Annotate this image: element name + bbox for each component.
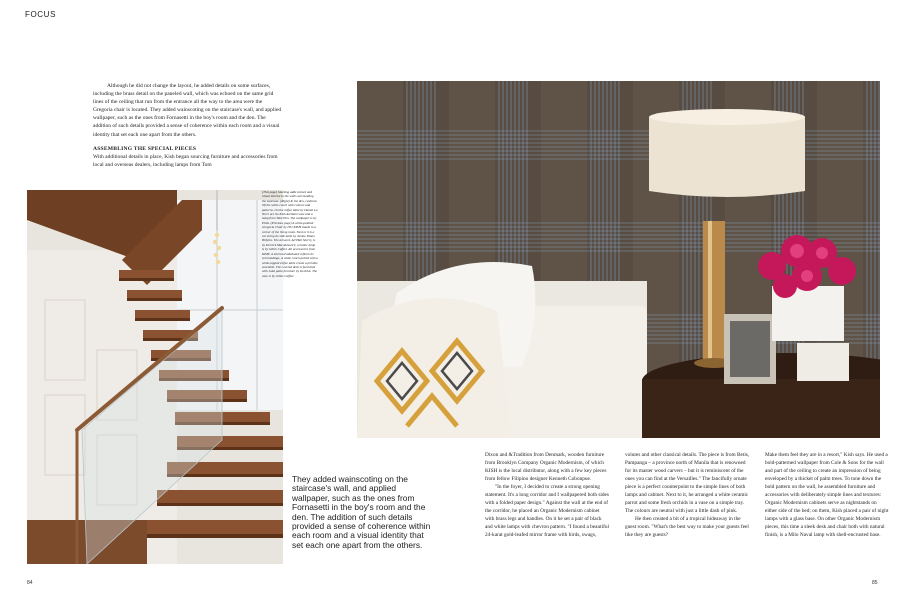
body-paragraph: Make them feel they are in a resort," Kish says. He used a bold-patterned wallpaper from Cole & Sons for the wall and part of the ceiling to create an impression of being enveloped by a thicket of palm trees. To tone down the bold pattern on the wall, he assembled furniture and accessories with deliberately simple lines and textures: Organic Modernism cabinets serve as nightstands on either side of the bed; on them, Kish placed a pair of night lamps with a glass base. On other Organic Modernism pieces, this time a sleek desk and chair both with natural finish, is a Milo Naval lamp with shell-encrusted base.	[765, 452, 889, 539]
page-number-left: 84	[27, 580, 33, 586]
body-paragraph: "In the foyer, I decided to create a strong opening statement. It's a long corridor and I wallpapered both sides with a folded paper design." Against the wall at the end of the corridor, he placed an Organic Modernism cabinet with brass legs and handles. On it he set a pair of black and white lamps with chevron pattern. "I found a beautiful 24-karat gold-leafed mirror frame with birds, swags,	[485, 484, 609, 539]
body-column-3	[765, 451, 890, 540]
body-column-1	[485, 451, 610, 540]
page-number-right: 85	[872, 580, 878, 586]
intro-paragraph-2: With additional details in place, Kish began sourcing furniture and accessories from local and overseas dealers, including lamps from Tom	[93, 153, 278, 168]
body-paragraph: volutes and other classical details. The piece is from Betis, Pampanga – a province north of Manila that is renowned for its master wood carvers – but it is reminiscent of the ones you can find at the Versailles." The fancifully ornate piece is a perfect counterpoint to the simple lines of both lamps and cabinet. Next to it, he arranged a white ceramic parrot and some fresh orchids in a vase on a simple tray. The colours are neutral with just a little dash of pink.	[625, 452, 750, 515]
body-paragraph: He then created a bit of a tropical hideaway in the guest room. "What's the best way to make your guests feel like they are guests?	[625, 516, 749, 539]
photo-caption: (This page) Stacking adds texture and visual interest to the walls surrounding the staircase. (Right) In the den, cushions lift the white couch with colours and patterns. On the coffee table by Daniel La Torre are Xo Kish Arellano vase and a lamp from West Elm. The wallpaper is by Elitis. (Previous page) A white-painted Gregoria Chair by ITO KISH stands in a corner of the living room. Next to it is a cut string tie side table by Janine Diano Hofstra. The artwork, All Hail Sherry, is by Derrick Macutkiewicz; ceramic lamp is by Gilles Caffier. All accessories from KISH. A mirrored sideboard reflects its surroundings. A white couch paired with a white-topped coffee table create a pristine ensemble. The covered deck is furnished with Julia patio furniture by Ito Kish. The vase is by Gilles Caffier.	[262, 190, 318, 278]
intro-text	[93, 82, 283, 169]
section-label: FOCUS	[25, 10, 56, 19]
den-photo	[357, 81, 880, 438]
body-paragraph: Dixon and &Tradition from Denmark, wooden furniture from Brooklyn Company Organic Modernism, of which KISH is the local distributor, along with a few key pieces from fellow Filipino designer Kenneth Cobonpue.	[485, 452, 607, 483]
subhead: ASSEMBLING THE SPECIAL PIECES	[93, 145, 197, 152]
staircase-photo	[27, 190, 283, 564]
intro-paragraph: Although he did not change the layout, he added details on some surfaces, including the brass detail on the paneled wall, which was echoed on the same grid lines of the ceiling that run from the entrance all the way to the area were the Gregoria chair is located. They added wainscoting on the staircase's wall, and applied wallpaper, such as the ones from Fornasetti in the boy's room and the den. The addition of such details provided a sense of coherence within each room and a visual identity that set each one apart from the others.	[93, 83, 282, 138]
body-column-2	[625, 451, 750, 540]
pull-quote: They added wainscoting on the staircase's wall, and applied wallpaper, such as the ones from Fornasetti in the boy's room and the den. The addition of such details provided a sense of coherence within each room and a visual identity that set each one apart from the others.	[292, 474, 431, 550]
